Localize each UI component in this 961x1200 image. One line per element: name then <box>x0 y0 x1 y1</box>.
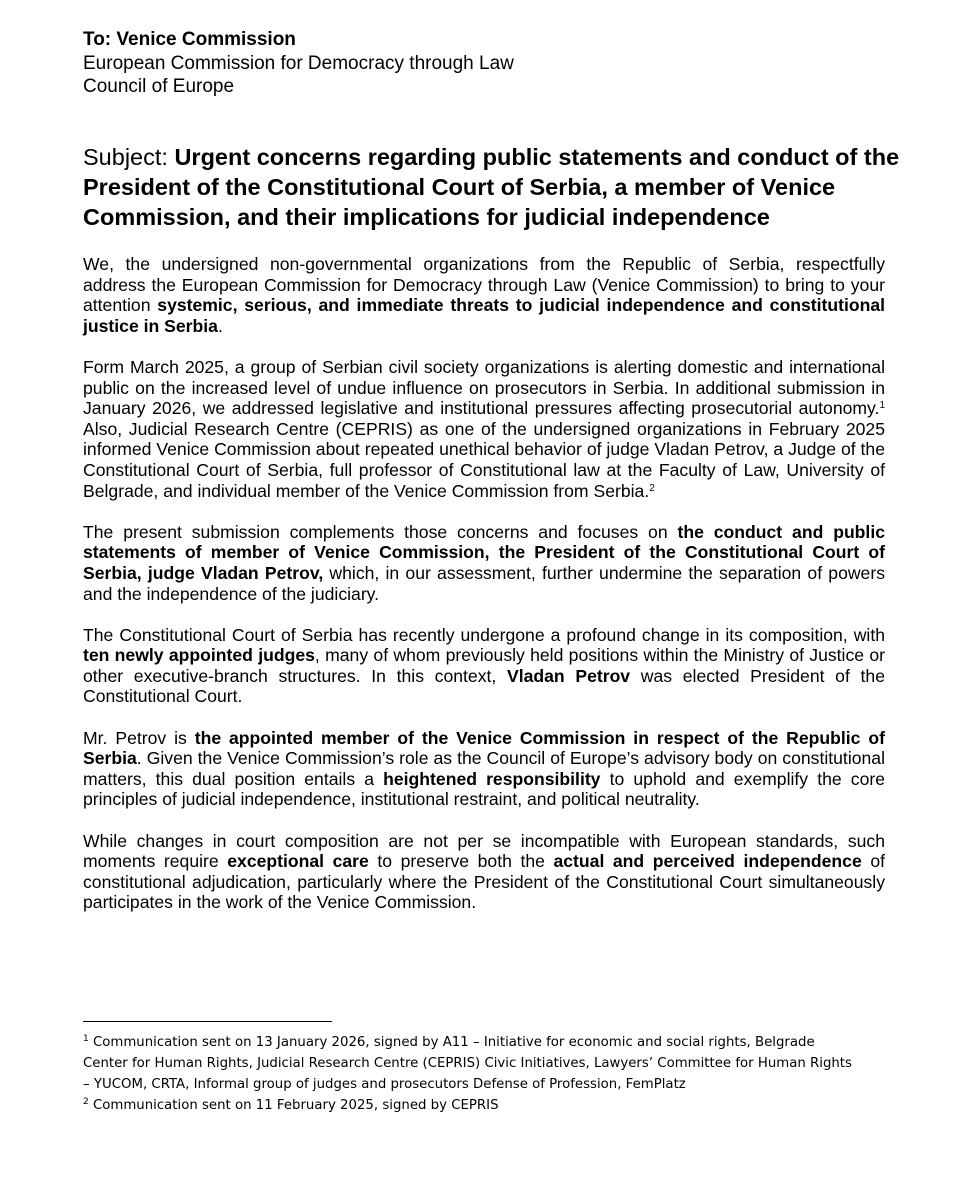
letter-body <box>83 254 885 934</box>
p3-text: The present submission complements those concerns and focuses on <box>83 521 678 542</box>
p6-emphasis-care: exceptional care <box>227 851 369 872</box>
p5-emphasis-responsibility: heightened responsibility <box>383 768 601 789</box>
footnote-1 <box>83 1032 903 1053</box>
p1-end: . <box>217 315 223 336</box>
p6-text-cont: to preserve both the <box>368 851 554 872</box>
p4-end: was elected President of the Constitutional Court. <box>83 665 885 707</box>
p1-text: We, the undersigned non-governmental organizations from the Republic of Serbia, respectfully address the European Commission for Democracy through Law (Venice Commission) to bring to your attention <box>83 254 885 316</box>
p2-text-cont: Also, Judicial Research Centre (CEPRIS) as one of the undersigned organizations in February 2025 informed Venice Commission about repeated unethical behavior of judge Vladan Petrov, a Judge of the Constitutional Court of Serbia, full professor of Constitutional law at the Faculty of Law, University of Belgrade, and individual member of the Venice Commission from Serbia. <box>83 418 885 501</box>
p6-emphasis-independence: actual and perceived independence <box>553 851 862 872</box>
footnote-1-number: 1 <box>83 1034 89 1044</box>
p4-text-cont: , many of whom previously held positions within the Ministry of Justice or other executive-branch structures. In this context, <box>83 645 885 686</box>
footnote-1-line3: – YUCOM, CRTA, Informal group of judges and prosecutors Defense of Profession, FemPlatz <box>83 1077 686 1092</box>
footnote-ref-1[interactable]: 1 <box>879 400 885 412</box>
p5-text-cont: . Given the Venice Commission’s role as the Council of Europe’s advisory body on constitutional matters, this dual position entails a <box>83 748 885 789</box>
footnotes <box>83 1032 903 1116</box>
addressee-to: To: Venice Commission <box>83 29 296 50</box>
subject-heading <box>83 142 903 232</box>
footnote-1-line2: Center for Human Rights, Judicial Research Centre (CEPRIS) Civic Initiatives, Lawyers’ Committee for Human Rights <box>83 1056 852 1071</box>
addressee-council: Council of Europe <box>83 76 235 97</box>
p4-emphasis-name: Vladan Petrov <box>506 665 631 686</box>
paragraph-4 <box>83 625 885 707</box>
paragraph-1 <box>83 254 885 336</box>
p5-emphasis-member: the appointed member of the Venice Commission in respect of the Republic of Serbia <box>83 727 885 769</box>
subject-title: Urgent concerns regarding public statements and conduct of the President of the Constitutional Court of Serbia, a member of Venice Commission, and their implications for judicial independence <box>83 144 900 230</box>
p3-end: which, in our assessment, further undermine the separation of powers and the independence of the judiciary. <box>83 562 886 604</box>
footnote-1-line1: Communication sent on 13 January 2026, signed by A11 – Initiative for economic and social rights, Belgrade <box>88 1035 815 1050</box>
p5-text: Mr. Petrov is <box>83 727 195 748</box>
p6-text: While changes in court composition are not per se incompatible with European standards, such moments require <box>83 830 885 872</box>
paragraph-2 <box>83 357 885 501</box>
p6-end: of constitutional adjudication, particularly where the President of the Constitutional Court simultaneously participates in the work of the Venice Commission. <box>83 851 886 913</box>
addressee-organization: European Commission for Democracy through Law <box>83 52 514 74</box>
p4-emphasis-judges: ten newly appointed judges <box>83 645 315 666</box>
p5-end: to uphold and exemplify the core principles of judicial independence, institutional restraint, and political neutrality. <box>83 768 885 810</box>
footnote-2 <box>83 1095 903 1116</box>
addressee-block <box>83 28 514 99</box>
subject-label: Subject: <box>83 144 175 170</box>
p4-text: The Constitutional Court of Serbia has recently undergone a profound change in its composition, with <box>83 624 885 645</box>
p1-emphasis: systemic, serious, and immediate threats to judicial independence and constitutional justice in Serbia <box>83 295 886 336</box>
footnote-2-text: Communication sent on 11 February 2025, signed by CEPRIS <box>88 1098 499 1113</box>
p3-emphasis: the conduct and public statements of member of Venice Commission, the President of the Constitutional Court of Serbia, judge Vladan Petrov, <box>83 521 885 583</box>
footnote-ref-2[interactable]: 2 <box>649 482 655 494</box>
paragraph-5 <box>83 728 885 810</box>
p2-text: Form March 2025, a group of Serbian civil society organizations is alerting domestic and international public on the increased level of undue influence on prosecutors in Serbia. In additional submission in January 2026, we addressed legislative and institutional pressures affecting prosecutorial autonomy. <box>83 356 885 419</box>
paragraph-6 <box>83 831 885 913</box>
footnote-2-number: 2 <box>83 1097 89 1107</box>
paragraph-3 <box>83 522 885 604</box>
footnote-separator <box>83 1021 332 1022</box>
